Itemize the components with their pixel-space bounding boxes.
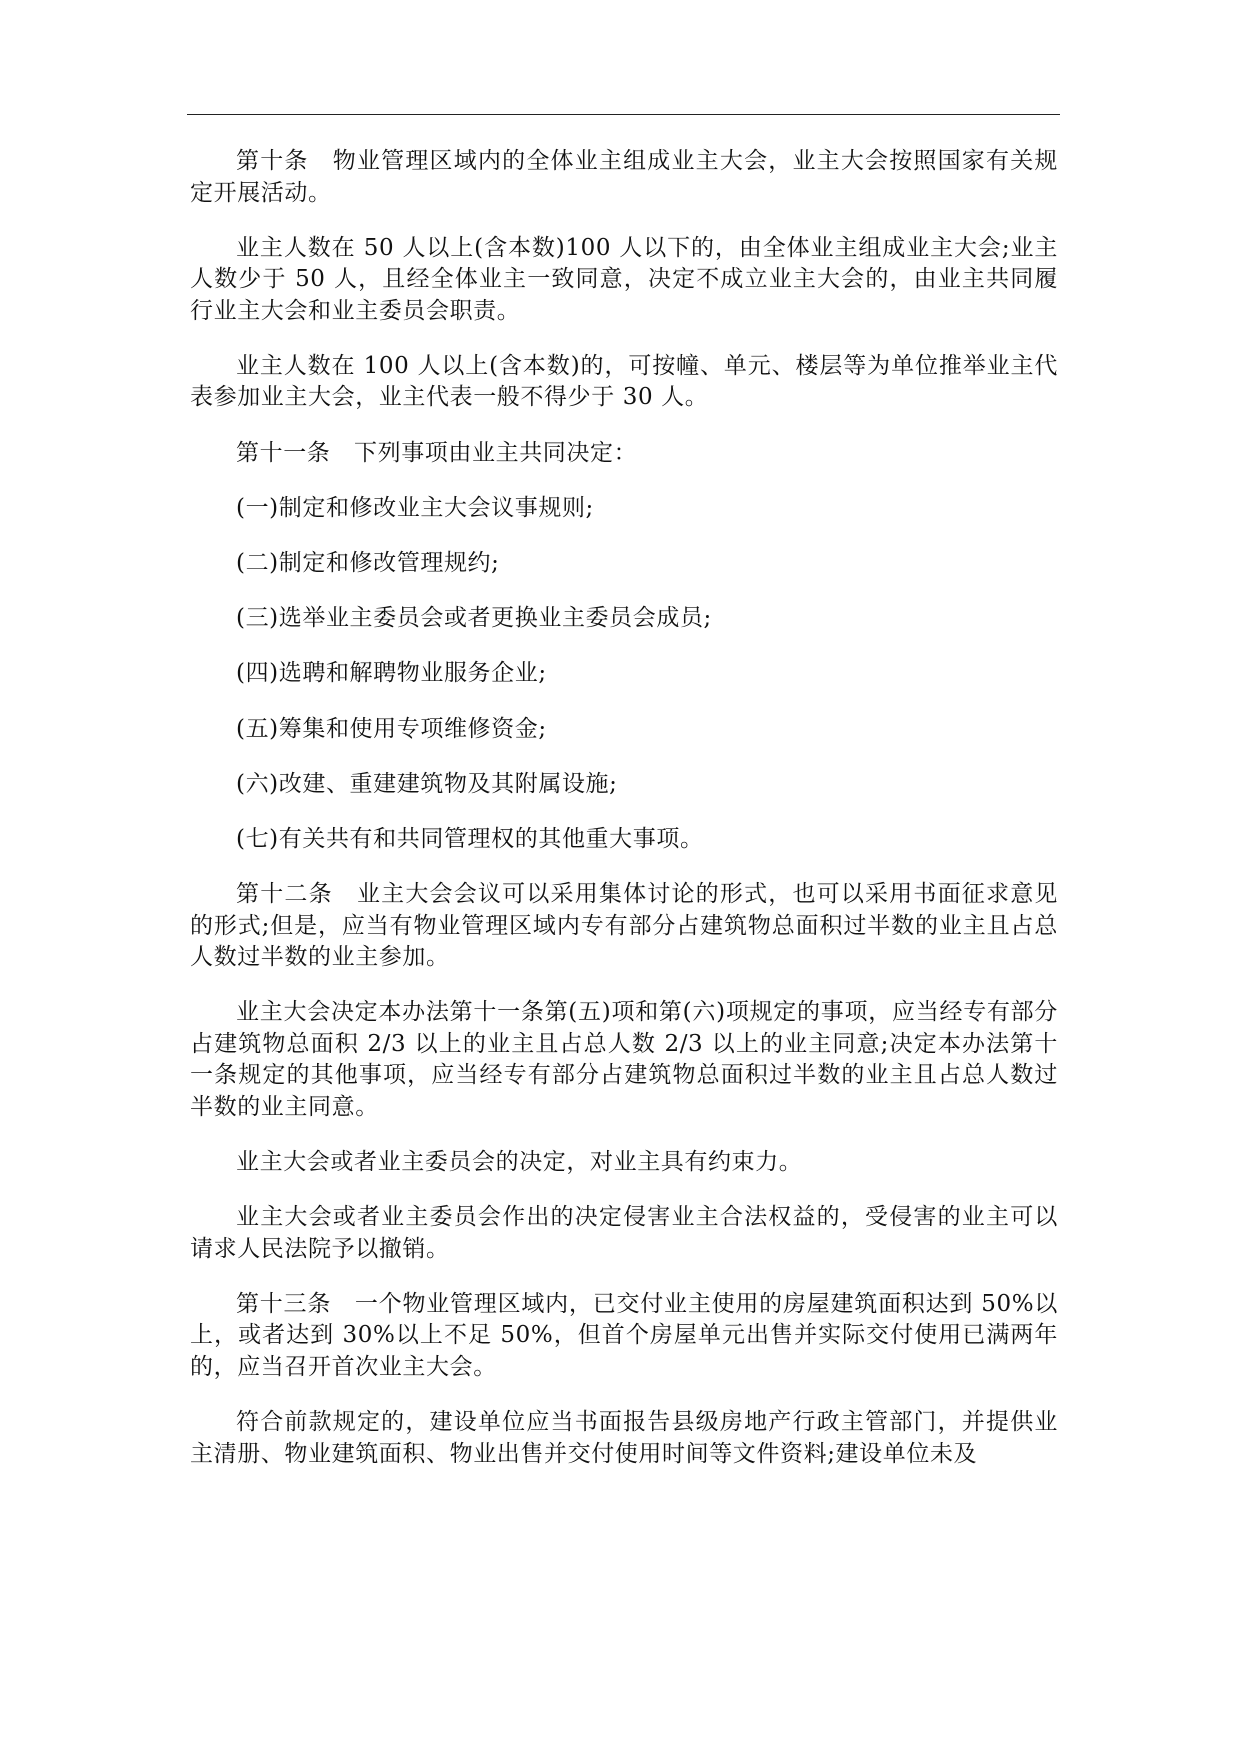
article-13-report-paragraph: 符合前款规定的，建设单位应当书面报告县级房地产行政主管部门，并提供业主清册、物业建筑面积、物业出售并交付使用时间等文件资料;建设单位未及 [190,1409,1058,1467]
article-11-item-2: (二)制定和修改管理规约; [236,549,500,576]
article-11-item-6: (六)改建、重建建筑物及其附属设施; [236,770,618,797]
article-13-paragraph: 第十三条 一个物业管理区域内，已交付业主使用的房屋建筑面积达到 50%以上，或者达到 30%以上不足 50%，但首个房屋单元出售并实际交付使用已满两年的，应当召开首次业主大会。 [190,1290,1058,1380]
article-12-binding-paragraph: 业主大会或者业主委员会的决定，对业主具有约束力。 [236,1148,803,1175]
article-12-paragraph: 第十二条 业主大会会议可以采用集体讨论的形式，也可以采用书面征求意见的形式;但是，应当有物业管理区域内专有部分占建筑物总面积过半数的业主且占总人数过半数的业主参加。 [190,881,1058,971]
article-11-paragraph: 第十一条 下列事项由业主共同决定： [236,439,638,466]
article-10-owners-50-100-paragraph: 业主人数在 50 人以上(含本数)100 人以下的，由全体业主组成业主大会;业主人数少于 50 人，且经全体业主一致同意，决定不成立业主大会的，由业主共同履行业主大会和业主委员会职责。 [190,234,1058,324]
article-11-item-3: (三)选举业主委员会或者更换业主委员会成员; [236,605,712,632]
header-rule [187,114,1060,115]
article-11-item-4: (四)选聘和解聘物业服务企业; [236,660,547,687]
article-12-decision-thresholds-paragraph: 业主大会决定本办法第十一条第(五)项和第(六)项规定的事项，应当经专有部分占建筑物总面积 2/3 以上的业主且占总人数 2/3 以上的业主同意;决定本办法第十一条规定的其他事项，应当经专有部分占建筑物总面积过半数的业主且占总人数过半数的业主同意。 [190,999,1058,1120]
article-11-item-7: (七)有关共有和共同管理权的其他重大事项。 [236,825,704,852]
article-11-item-1: (一)制定和修改业主大会议事规则; [236,494,594,521]
document-body [190,146,1058,1494]
article-10-owners-over-100-paragraph: 业主人数在 100 人以上(含本数)的，可按幢、单元、楼层等为单位推举业主代表参加业主大会，业主代表一般不得少于 30 人。 [190,352,1058,411]
article-11-item-5: (五)筹集和使用专项维修资金; [236,715,547,742]
article-12-revocation-paragraph: 业主大会或者业主委员会作出的决定侵害业主合法权益的，受侵害的业主可以请求人民法院予以撤销。 [190,1204,1058,1262]
article-10-paragraph: 第十条 物业管理区域内的全体业主组成业主大会，业主大会按照国家有关规定开展活动。 [190,148,1058,206]
